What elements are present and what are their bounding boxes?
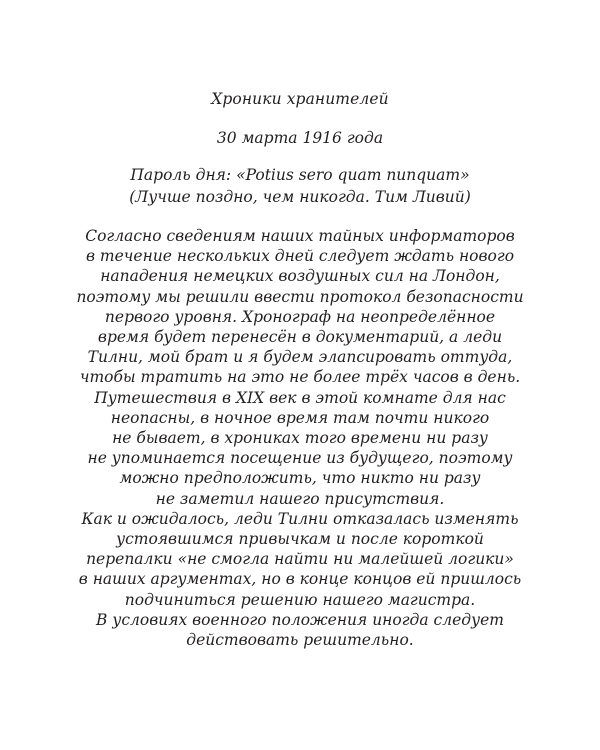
body-line: чтобы тратить на это не более трёх часов в день. (79, 368, 521, 387)
body-line: нападения немецких воздушных сил на Лондон, (100, 267, 500, 286)
password-line: Пароль дня: «Potius sero quam nunquam» (130, 166, 470, 184)
password-translation-line: (Лучше поздно, чем никогда. Тим Ливий) (129, 188, 471, 206)
body-line: время будет перенесён в документарий, а леди (97, 328, 503, 347)
body-line: в наших аргументах, но в конце концов ей пришлось (78, 570, 522, 589)
body-line: подчиниться решению нашего магистра. (124, 590, 476, 609)
body-line: поэтому мы решили ввести протокол безопасности (76, 287, 524, 306)
body-line: можно предположить, что никто ни разу (119, 469, 481, 488)
body-line: действовать решительно. (186, 631, 414, 650)
chronicle-title (0, 88, 600, 110)
body-line: в течение нескольких дней следует ждать нового (85, 247, 515, 266)
body-line: неопасны, в ночное время там почти никого (110, 408, 490, 427)
body-line: первого уровня. Хронограф на неопределённое (104, 307, 496, 326)
body-line: Как и ожидалось, леди Тилни отказалась изменять (81, 509, 519, 528)
body-line: Путешествия в XIX век в этой комнате для нас (94, 388, 506, 407)
entry-date (0, 127, 600, 149)
password-of-the-day (0, 164, 600, 208)
body-line: устоявшимся привычкам и после короткой (116, 530, 484, 549)
chronicle-title-text: Хроники хранителей (211, 90, 389, 108)
chronicle-body (0, 226, 600, 650)
body-line: не заметил нашего присутствия. (155, 489, 445, 508)
body-line: не упоминается посещение из будущего, поэтому (87, 449, 513, 468)
body-line: Тилни, мой брат и я будем элапсировать оттуда, (87, 348, 513, 367)
body-line: В условиях военного положения иногда следует (96, 610, 504, 629)
body-line: Согласно сведениям наших тайных информаторов (85, 227, 515, 245)
body-line: не бывает, в хрониках того времени ни разу (112, 429, 488, 448)
entry-date-text: 30 марта 1916 года (216, 129, 384, 147)
body-line: перепалки «не смогла найти ни малейшей логики» (86, 550, 514, 569)
